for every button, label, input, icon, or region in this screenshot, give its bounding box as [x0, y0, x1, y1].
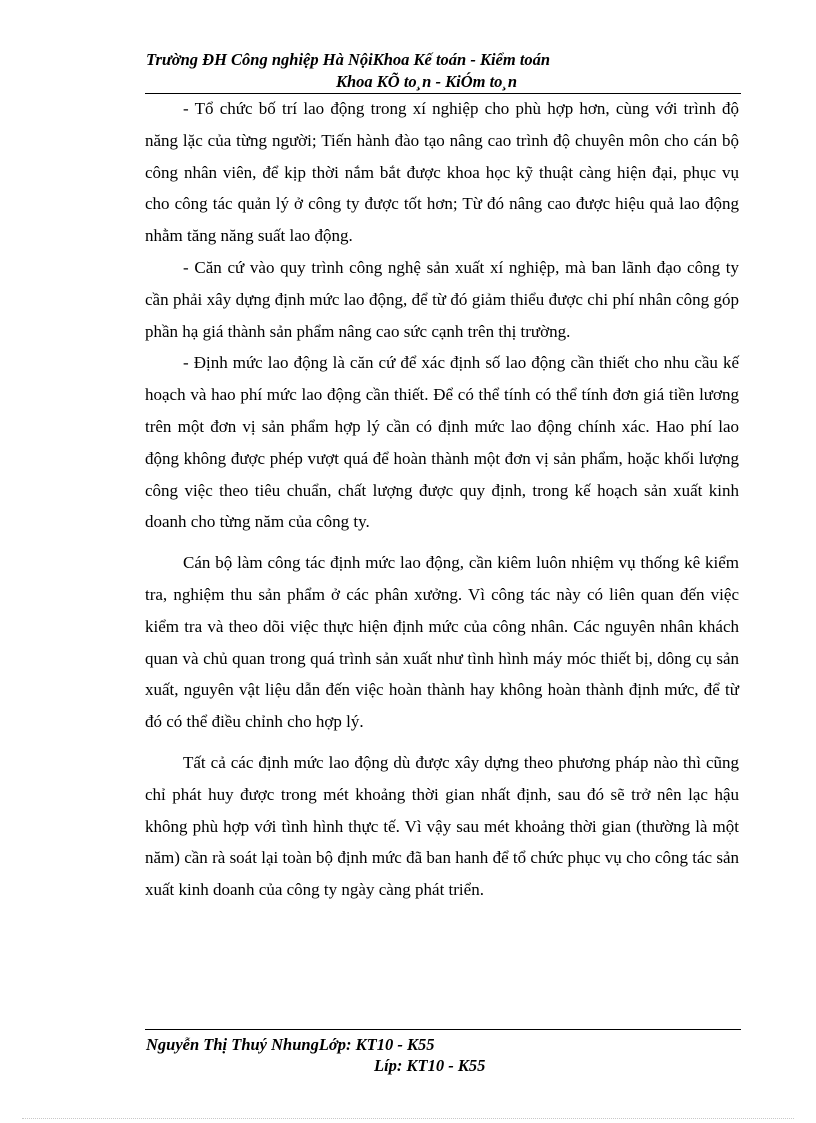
paragraph-labor-norm-definition: - Định mức lao động là căn cứ để xác định số lao động cần thiết cho nhu cầu kế hoạch và hao phí mức lao động cần thiết. Để có thể tính có thể tính đơn giá tiền lương trên một đơn vị sản phẩm hợp lý cần có định mức lao động chính xác. Hao phí lao động không được phép vượt quá để hoàn thành một đơn vị sản phẩm, hoặc khối lượng công việc theo tiêu chuẩn, chất lượng được quy định, trong kế hoạch sản xuất kinh doanh cho từng năm của công ty.	[145, 353, 739, 532]
header-department: Khoa KÕ to¸n - KiÓm to¸n	[336, 72, 518, 91]
footer-divider	[145, 1029, 741, 1030]
footer-class: Líp: KT10 - K55	[374, 1056, 486, 1075]
footer-author-class: Nguyễn Thị Thuý NhungLớp: KT10 - K55	[146, 1035, 435, 1054]
header-school-title: Trường ĐH Công nghiệp Hà NộiKhoa Kế toán - Kiểm toán	[146, 50, 551, 69]
paragraph-staff-organization: - Tổ chức bố trí lao động trong xí nghiệp cho phù hợp hơn, cùng với trình độ năng lặc của từng người; Tiến hành đào tạo nâng cao trình độ chuyên môn cho cán bộ công nhân viên, để kịp thời nắm bắt được khoa học kỹ thuật càng hiện đại, phục vụ cho công tác quản lý ở công ty được tốt hơn; Từ đó nâng cao được hiệu quả lao động nhằm tăng năng suất lao động.	[145, 99, 739, 246]
paragraph-labor-norms-basis: - Căn cứ vào quy trình công nghệ sản xuất xí nghiệp, mà ban lãnh đạo công ty cần phải xây dựng định mức lao động, để từ đó giảm thiểu được chi phí nhân công góp phần hạ giá thành sản phẩm nâng cao sức cạnh trên thị trường.	[145, 257, 739, 341]
document-body	[145, 93, 739, 906]
paragraph-norm-review: Tất cả các định mức lao động dù được xây dựng theo phương pháp nào thì cũng chỉ phát huy được trong mét khoảng thời gian nhất định, sau đó sẽ trở nên lạc hậu không phù hợp với tình hình thực tế. Vì vậy sau mét khoảng thời gian (thường là một năm) cần rà soát lại toàn bộ định mức đã ban hanh để tổ chức phục vụ cho công tác sản xuất kinh doanh của công ty ngày càng phát triển.	[145, 752, 739, 900]
page-bottom-border	[22, 1118, 794, 1119]
paragraph-norm-officer-duties: Cán bộ làm công tác định mức lao động, cần kiêm luôn nhiệm vụ thống kê kiểm tra, nghiệm thu sản phẩm ở các phân xưởng. Vì công tác này có liên quan đến việc kiểm tra và theo dõi việc thực hiện định mức của công nhân. Các nguyên nhân khách quan và chủ quan trong quá trình sản xuất như tình hình máy móc thiết bị, dông cụ sản xuất, nguyên vật liệu dẫn đến việc hoàn thành hay không hoàn thành định mức, để từ đó có thể điều chỉnh cho hợp lý.	[145, 553, 739, 732]
